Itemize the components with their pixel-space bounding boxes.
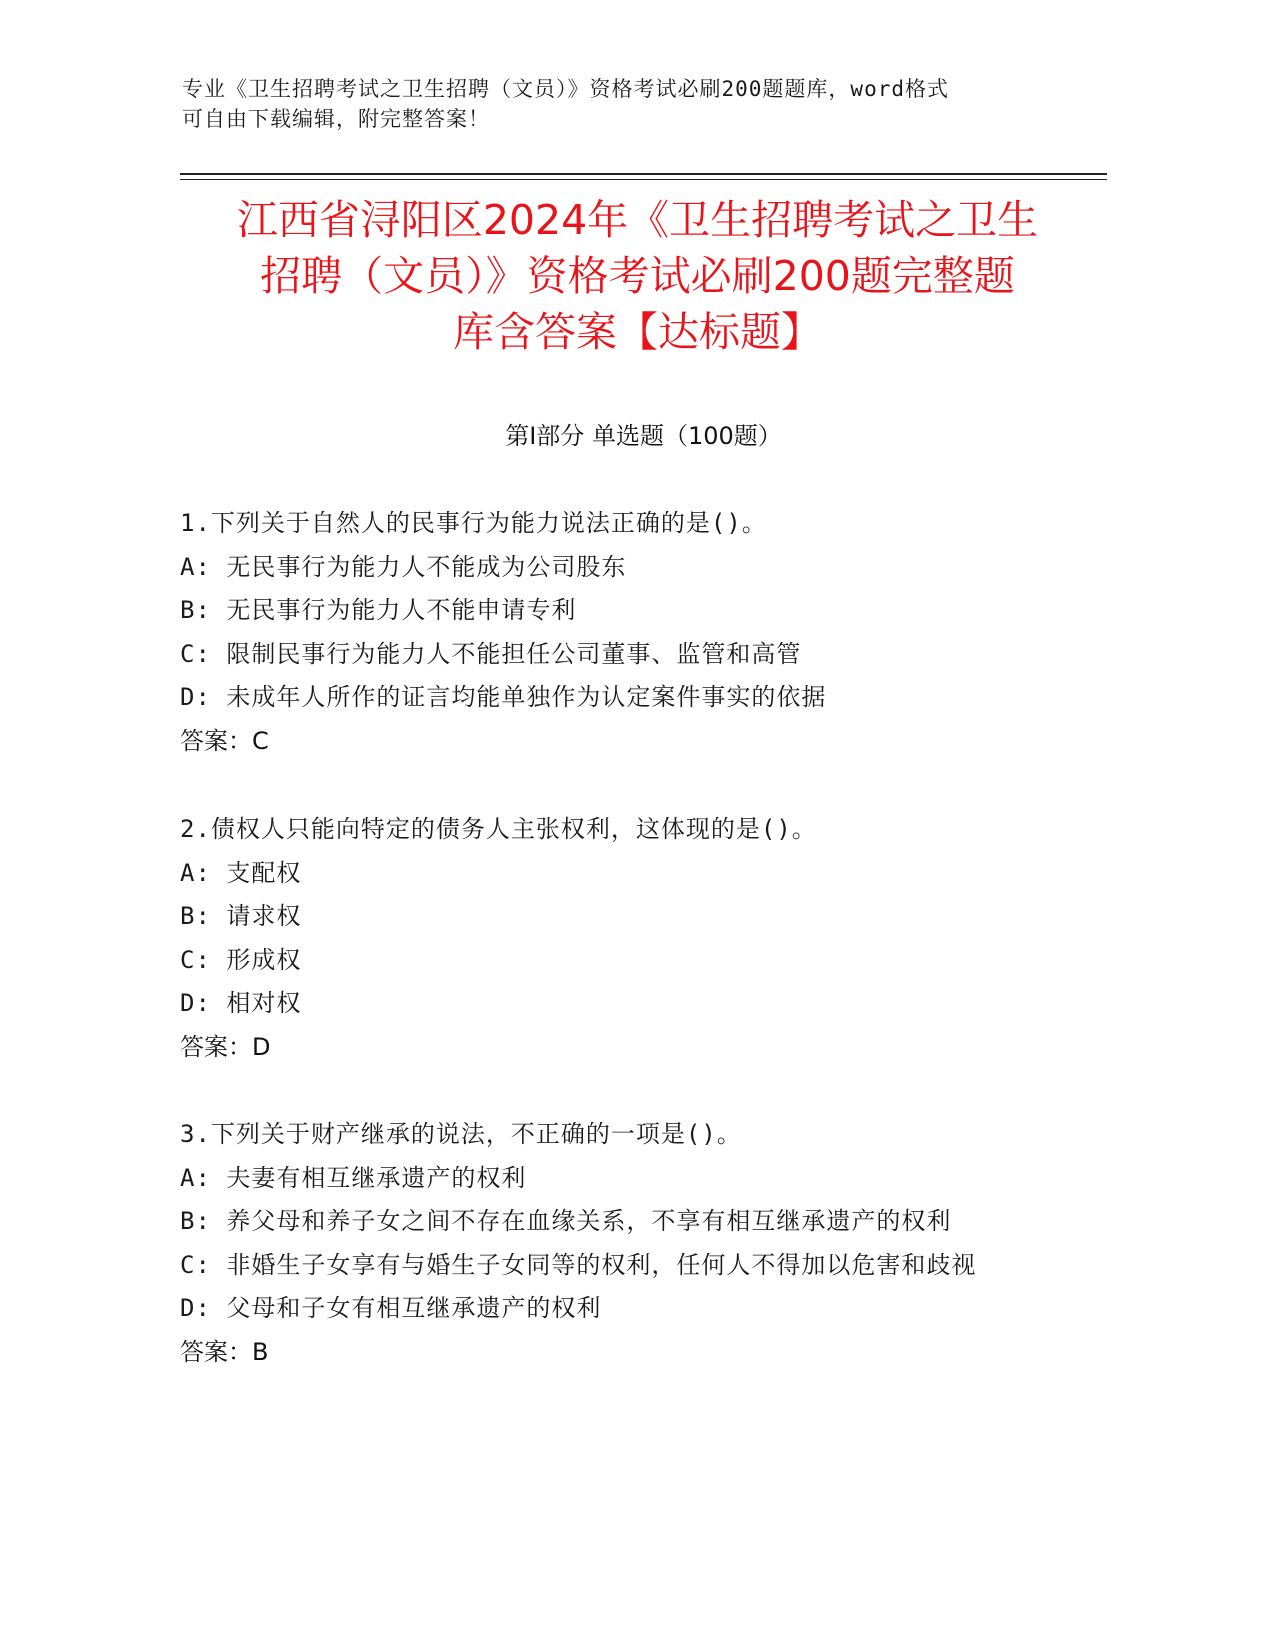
header-divider-thin xyxy=(180,179,1107,180)
header-note-line-1: 专业《卫生招聘考试之卫生招聘（文员）》资格考试必刷200题题库，word格式 xyxy=(182,77,949,101)
option-b: B: 养父母和养子女之间不存在血缘关系，不享有相互继承遗产的权利 xyxy=(180,1207,952,1235)
header-divider-thick xyxy=(180,173,1107,175)
title-line-1: 江西省浔阳区2024年《卫生招聘考试之卫生 xyxy=(236,196,1039,244)
option-c: C: 非婚生子女享有与婚生子女同等的权利，任何人不得加以危害和歧视 xyxy=(180,1250,977,1279)
option-d: D: 相对权 xyxy=(180,989,302,1017)
option-c: C: 形成权 xyxy=(180,945,302,974)
option-b: B: 无民事行为能力人不能申请专利 xyxy=(180,596,577,624)
question-stem: 3.下列关于财产继承的说法，不正确的一项是()。 xyxy=(180,1120,742,1148)
question-stem: 2.债权人只能向特定的债务人主张权利，这体现的是()。 xyxy=(180,815,817,843)
option-d: D: 父母和子女有相互继承遗产的权利 xyxy=(180,1294,602,1322)
document-title xyxy=(170,192,1105,360)
option-a: A: 夫妻有相互继承遗产的权利 xyxy=(180,1163,527,1192)
option-b: B: 请求权 xyxy=(180,902,302,930)
option-c: C: 限制民事行为能力人不能担任公司董事、监管和高管 xyxy=(180,639,802,668)
question-1 xyxy=(180,502,1060,763)
title-line-2: 招聘（文员）》资格考试必刷200题完整题 xyxy=(260,252,1015,300)
option-a: A: 支配权 xyxy=(180,858,302,887)
header-note xyxy=(182,74,1042,134)
option-d: D: 未成年人所作的证言均能单独作为认定案件事实的依据 xyxy=(180,683,827,711)
question-3 xyxy=(180,1113,1060,1374)
header-note-line-2: 可自由下载编辑，附完整答案！ xyxy=(182,107,490,131)
question-stem: 1.下列关于自然人的民事行为能力说法正确的是()。 xyxy=(180,509,767,537)
answer: 答案：D xyxy=(180,1032,271,1061)
answer: 答案：B xyxy=(180,1337,269,1366)
option-a: A: 无民事行为能力人不能成为公司股东 xyxy=(180,552,627,581)
question-2 xyxy=(180,808,1060,1069)
section-heading: 第Ⅰ部分 单选题（100题） xyxy=(505,422,782,450)
title-line-3: 库含答案【达标题】 xyxy=(453,308,822,356)
answer: 答案：C xyxy=(180,726,269,755)
